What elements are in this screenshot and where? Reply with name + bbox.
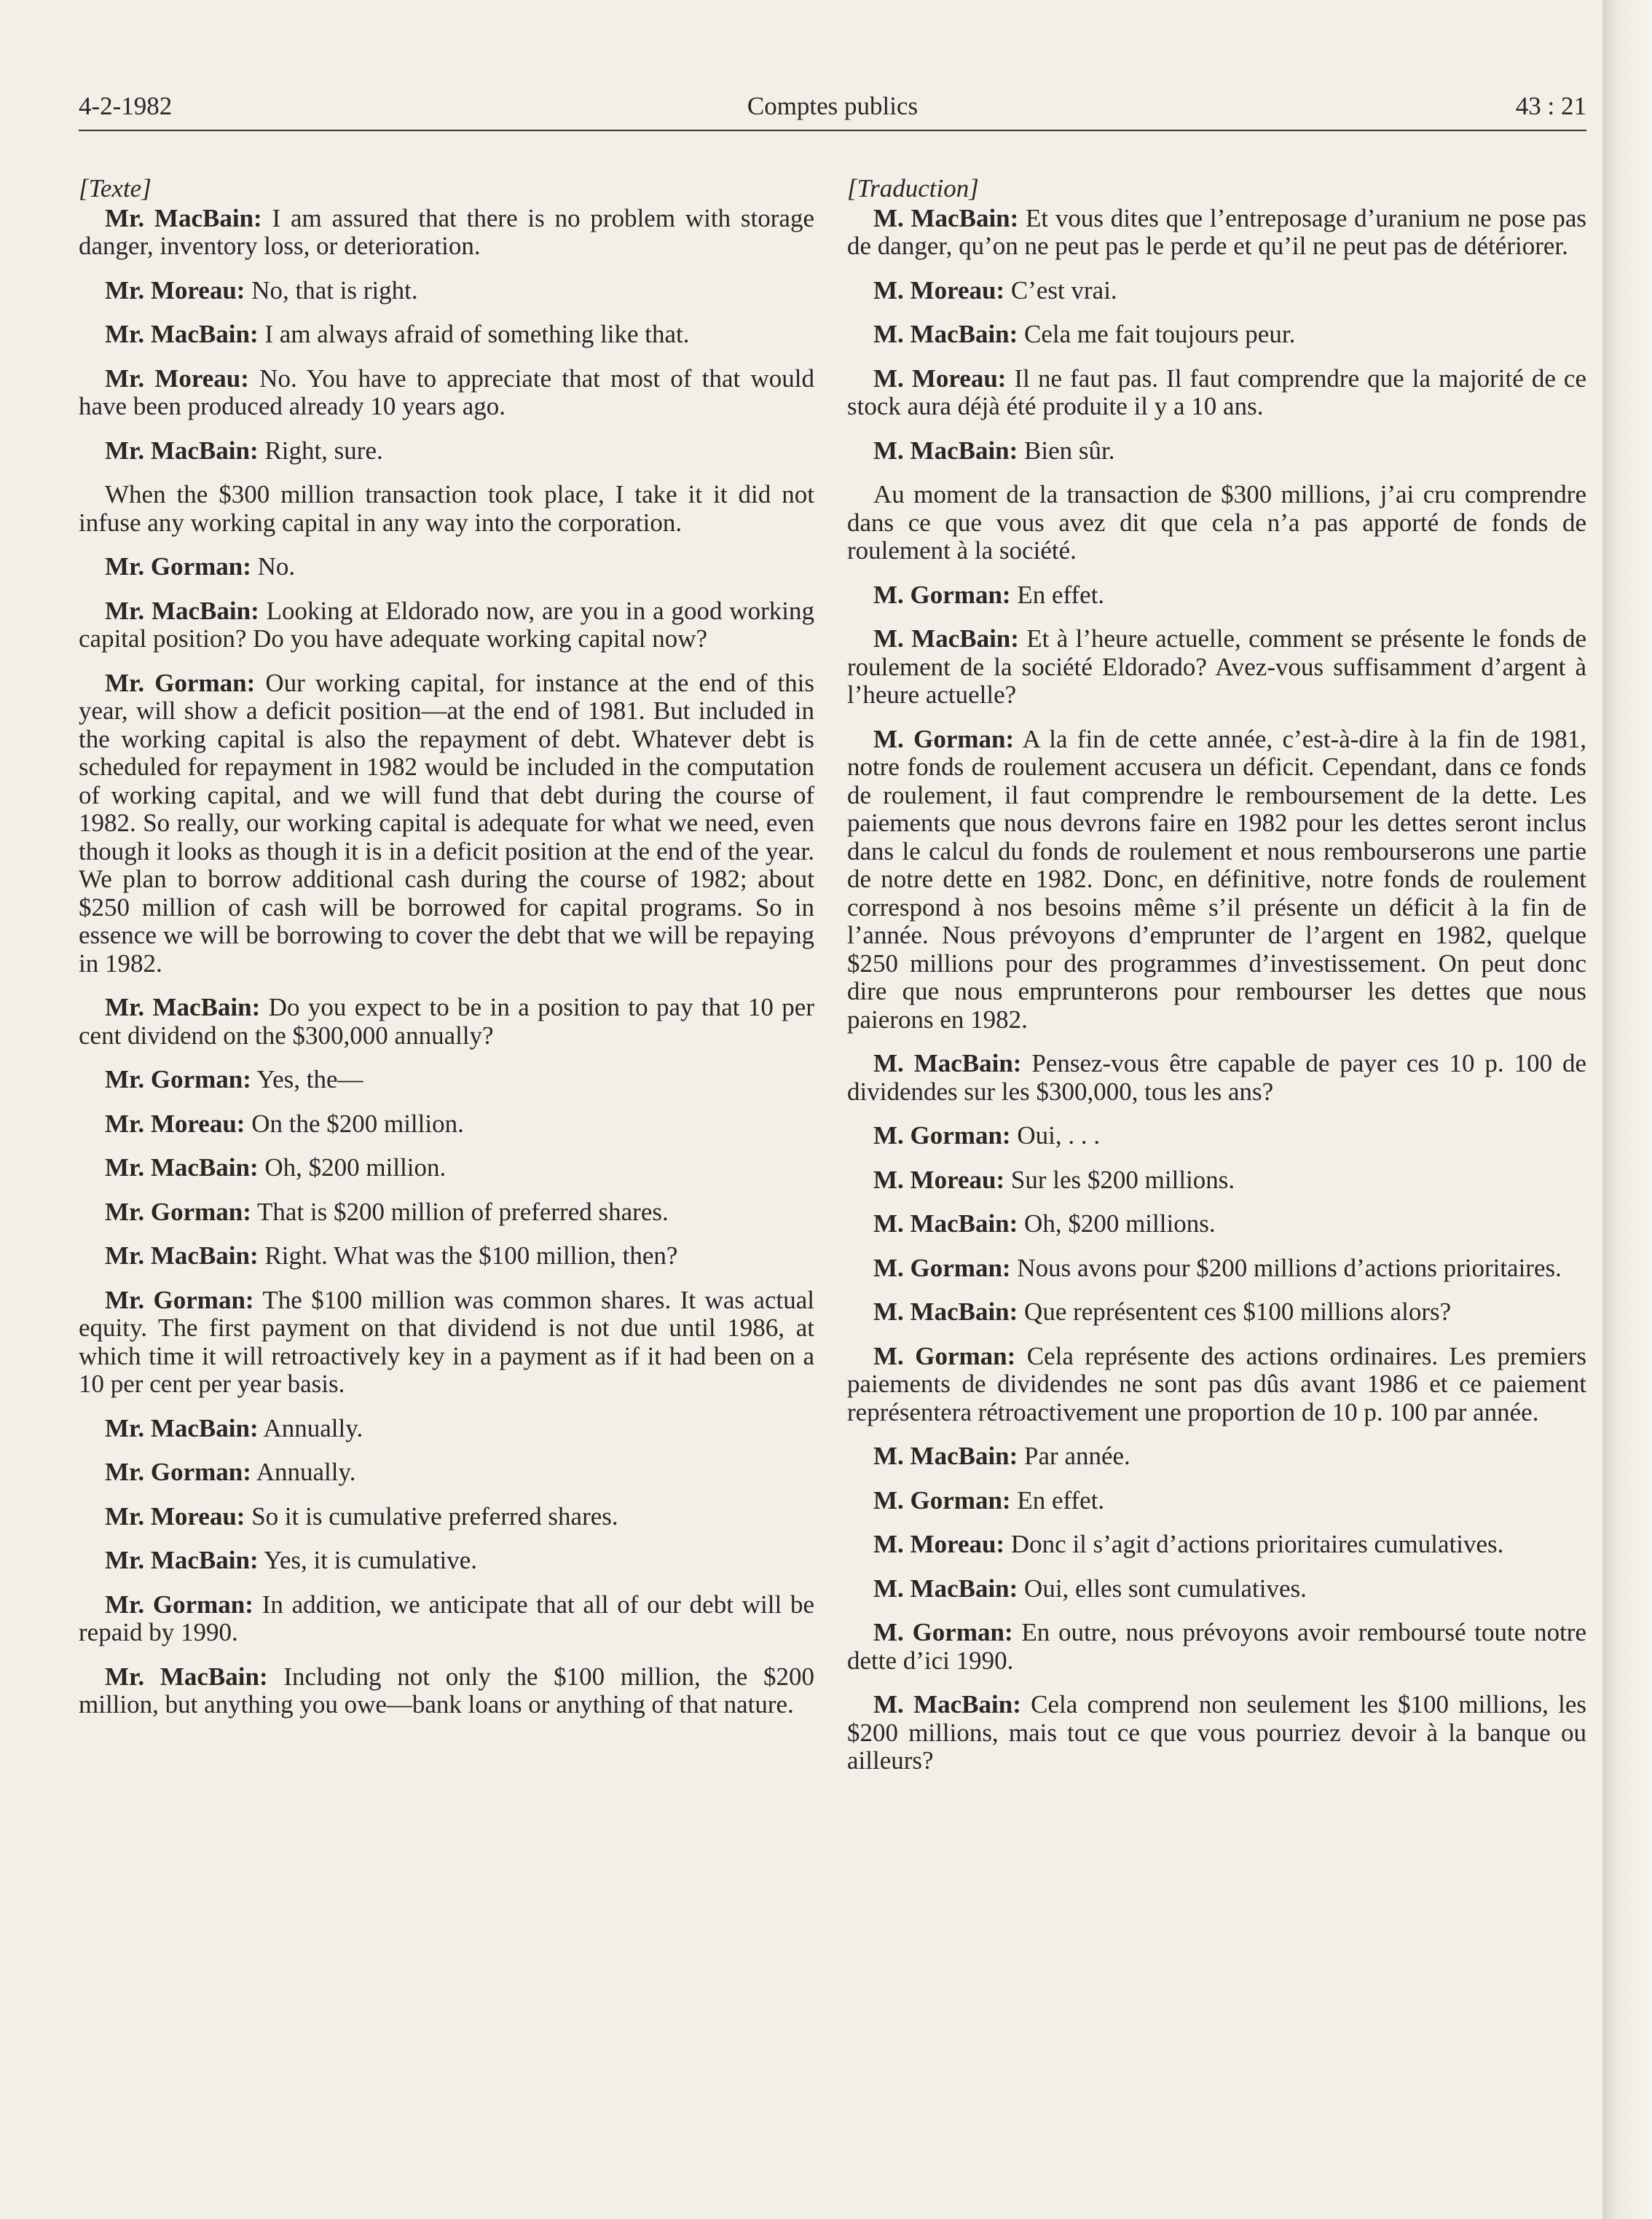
transcript-paragraph — [79, 1110, 814, 1139]
speaker-name: Mr. MacBain: — [105, 1241, 259, 1270]
transcript-paragraph — [847, 625, 1586, 710]
speech-text: I am always afraid of something like that. — [264, 320, 690, 348]
transcript-paragraph — [79, 553, 814, 581]
speech-text: The $100 million was common shares. It was actual equity. The first payment on that dividend is not due until 1986, at which time it will retroactively key in a payment as if it had been on a 10 per cent per year basis. — [79, 1285, 814, 1398]
speech-text: Pensez-vous être capable de payer ces 10 p. 100 de dividendes sur les $300,000, tous les ans? — [847, 1049, 1587, 1106]
transcript-paragraph — [847, 1487, 1586, 1515]
transcript-paragraph — [847, 1343, 1586, 1427]
speaker-name: M. MacBain: — [873, 1297, 1018, 1326]
speech-text: No. You have to appreciate that most of that would have been produced already 10 years ago. — [79, 364, 815, 420]
speaker-name: Mr. Moreau: — [105, 364, 249, 393]
transcript-paragraph — [79, 669, 814, 978]
transcript-paragraph — [79, 1287, 814, 1399]
speaker-name: Mr. Moreau: — [105, 1501, 245, 1531]
speaker-name: M. Gorman: — [873, 1485, 1011, 1515]
speech-text: Annually. — [256, 1458, 356, 1486]
speech-text: Right, sure. — [264, 436, 383, 465]
speaker-name: M. Gorman: — [873, 580, 1011, 609]
page-edge-shadow — [1602, 0, 1652, 2219]
speech-text: Nous avons pour $200 millions d’actions prioritaires. — [1017, 1253, 1562, 1282]
speech-text: So it is cumulative preferred shares. — [251, 1501, 618, 1531]
speech-text: Our working capital, for instance at the end of this year, will show a deficit position—at the end of 1981. But included in the working capital is also the repayment of debt. Whatever debt is scheduled for repayment in 1982 would be included in the computation of working capital, and we will fund that debt during the course of 1982. So really, our working capital is adequate for what we need, even though it looks as though it is in a deficit position at the end of the year. We plan to borrow additional cash during the course of 1982; about $250 million of cash will be borrowed for capital programs. So in essence we will be borrowing to cover the debt that we will be repaying in 1982. — [79, 668, 814, 978]
transcript-paragraph — [847, 1442, 1586, 1471]
transcript-paragraph — [847, 1166, 1586, 1195]
header-title: Comptes publics — [747, 92, 919, 120]
speech-text: Et vous dites que l’entreposage d’uranium ne pose pas de danger, qu’on ne peut pas le perde et qu’il ne peut pas de détériorer. — [847, 203, 1587, 260]
header-date: 4-2-1982 — [79, 92, 173, 120]
transcript-paragraph — [79, 597, 814, 653]
speech-text: When the $300 million transaction took place, I take it it did not infuse any working capital in any way into the corporation. — [79, 480, 814, 537]
speech-text: Oui, . . . — [1017, 1121, 1101, 1150]
speaker-name: Mr. MacBain: — [105, 436, 259, 465]
french-column — [847, 175, 1586, 1791]
speaker-name: Mr. MacBain: — [105, 1546, 259, 1574]
speech-text: Looking at Eldorado now, are you in a good working capital position? Do you have adequate working capital now? — [79, 596, 814, 653]
speech-text: Yes, it is cumulative. — [264, 1546, 478, 1574]
speech-text: En effet. — [1017, 1485, 1105, 1515]
speech-text: C’est vrai. — [1010, 275, 1117, 305]
transcript-paragraph — [847, 1575, 1586, 1603]
speech-text: Right. What was the $100 million, then? — [264, 1241, 678, 1270]
speaker-name: M. Moreau: — [873, 1165, 1005, 1194]
transcript-paragraph — [847, 1210, 1586, 1238]
transcript-paragraph — [79, 994, 814, 1050]
transcript-paragraph — [847, 1691, 1586, 1775]
speaker-name: M. MacBain: — [873, 203, 1019, 232]
transcript-paragraph — [79, 481, 814, 537]
speech-text: Cela comprend non seulement les $100 millions, les $200 millions, mais tout ce que vous pourriez devoir à la banque ou ailleurs? — [847, 1690, 1587, 1775]
transcript-paragraph — [79, 1503, 814, 1531]
speaker-name: Mr. MacBain: — [105, 320, 259, 348]
speech-text: Et à l’heure actuelle, comment se présente le fonds de roulement de la société Eldorado? Avez-vous suffisamment d’argent à l’heure actuelle? — [847, 624, 1587, 709]
transcript-paragraph — [847, 581, 1586, 610]
speaker-name: M. MacBain: — [873, 1049, 1022, 1077]
speaker-name: Mr. MacBain: — [105, 203, 262, 232]
page-header — [79, 86, 1586, 131]
speech-text: Cela représente des actions ordinaires. Les premiers paiements de dividendes ne sont pas dûs avant 1986 et ce paiement représentera rétroactivement une proportion de 10 p. 100 par année. — [847, 1341, 1586, 1426]
speaker-name: Mr. Gorman: — [105, 552, 251, 581]
speech-text: On the $200 million. — [251, 1109, 464, 1138]
transcript-paragraph — [79, 277, 814, 305]
speech-text: Yes, the— — [256, 1065, 363, 1093]
speaker-name: Mr. Gorman: — [105, 1458, 251, 1486]
transcript-paragraph — [79, 1663, 814, 1719]
speaker-name: M. Gorman: — [873, 1253, 1011, 1282]
french-language-label: [Traduction] — [847, 174, 979, 203]
speaker-name: M. Gorman: — [873, 1341, 1016, 1370]
speech-text: Oh, $200 millions. — [1024, 1209, 1216, 1238]
speaker-name: M. Gorman: — [873, 724, 1015, 753]
speaker-name: Mr. Moreau: — [105, 1109, 245, 1138]
speech-text: Annually. — [263, 1413, 363, 1442]
speaker-name: Mr. Moreau: — [105, 275, 245, 305]
speech-text: Oui, elles sont cumulatives. — [1024, 1574, 1307, 1603]
speech-text: No. — [257, 552, 296, 581]
speech-text: Including not only the $100 million, the $200 million, but anything you owe—bank loans or anything of that nature. — [79, 1662, 814, 1719]
transcript-paragraph — [847, 365, 1586, 421]
speech-text: Au moment de la transaction de $300 millions, j’ai cru comprendre dans ce que vous avez dit que cela n’a pas apporté de fonds de roulement à la société. — [847, 480, 1586, 565]
speaker-name: Mr. MacBain: — [105, 993, 261, 1021]
speaker-name: M. Gorman: — [873, 1618, 1013, 1646]
transcript-paragraph — [79, 437, 814, 466]
transcript-paragraph — [847, 1619, 1586, 1675]
speaker-name: M. MacBain: — [873, 624, 1019, 653]
speech-text: Oh, $200 million. — [264, 1153, 447, 1182]
speaker-name: Mr. Gorman: — [105, 1590, 253, 1619]
speaker-name: M. MacBain: — [873, 320, 1018, 348]
english-language-label: [Texte] — [79, 174, 152, 203]
speaker-name: Mr. MacBain: — [105, 1413, 259, 1442]
speaker-name: M. MacBain: — [873, 1209, 1018, 1238]
transcript-paragraph — [79, 1066, 814, 1094]
transcript-paragraph — [79, 1242, 814, 1270]
speech-text: Que représentent ces $100 millions alors? — [1024, 1297, 1452, 1326]
transcript-paragraph — [847, 277, 1586, 305]
speaker-name: Mr. Gorman: — [105, 668, 256, 697]
transcript-paragraph — [847, 1050, 1586, 1106]
speaker-name: Mr. Gorman: — [105, 1065, 251, 1093]
transcript-paragraph — [79, 1415, 814, 1443]
transcript-paragraph — [847, 321, 1586, 349]
transcript-paragraph — [847, 1298, 1586, 1327]
speech-text: Donc il s’agit d’actions prioritaires cumulatives. — [1010, 1530, 1504, 1558]
transcript-paragraph — [847, 437, 1586, 466]
transcript-paragraph — [79, 1458, 814, 1487]
speaker-name: Mr. MacBain: — [105, 1153, 259, 1182]
transcript-paragraph — [847, 1531, 1586, 1559]
speech-text: Cela me fait toujours peur. — [1024, 320, 1296, 348]
transcript-paragraph — [79, 1547, 814, 1575]
speech-text: En outre, nous prévoyons avoir remboursé toute notre dette d’ici 1990. — [847, 1618, 1586, 1675]
speech-text: That is $200 million of preferred shares. — [257, 1197, 669, 1226]
speech-text: In addition, we anticipate that all of our debt will be repaid by 1990. — [79, 1590, 814, 1646]
speech-text: Il ne faut pas. Il faut comprendre que la majorité de ce stock aura déjà été produite il y a 10 ans. — [847, 364, 1586, 420]
transcript-paragraph — [79, 365, 814, 421]
english-column — [79, 175, 814, 1735]
transcript-paragraph — [79, 1198, 814, 1227]
speaker-name: M. Moreau: — [873, 1530, 1005, 1558]
transcript-paragraph — [847, 205, 1586, 261]
speaker-name: Mr. Gorman: — [105, 1197, 251, 1226]
transcript-paragraph — [847, 1122, 1586, 1150]
speaker-name: M. MacBain: — [873, 1442, 1018, 1470]
transcript-paragraph — [847, 1254, 1586, 1283]
speech-text: No, that is right. — [251, 275, 418, 305]
transcript-paragraph — [847, 726, 1586, 1034]
transcript-paragraph — [79, 205, 814, 261]
speaker-name: M. Moreau: — [873, 275, 1005, 305]
speech-text: A la fin de cette année, c’est-à-dire à la fin de 1981, notre fonds de roulement accusera un déficit. Cependant, dans ce fonds de roulement, il faut comprendre le remboursement de la dette. Les paiements que nous devrons faire en 1982 pour les dettes seront inclus dans le calcul du fonds de roulement et nous rembourserons une partie de notre dette en 1982. Donc, en définitive, notre fonds de roulement correspond à nos besoins même s’il présente un déficit à la fin de l’année. Nous prévoyons d’emprunter de l’argent en 1982, quelque $250 millions pour des programmes d’investissement. On peut donc dire que nous emprunterons pour rembourser les dettes que nous paierons en 1982. — [847, 724, 1586, 1034]
transcript-paragraph — [79, 1154, 814, 1182]
speech-text: En effet. — [1017, 580, 1105, 609]
speaker-name: Mr. MacBain: — [105, 1662, 268, 1691]
speech-text: I am assured that there is no problem with storage danger, inventory loss, or deterioration. — [79, 203, 814, 260]
speech-text: Bien sûr. — [1024, 436, 1115, 465]
speaker-name: Mr. Gorman: — [105, 1285, 254, 1314]
speech-text: Sur les $200 millions. — [1010, 1165, 1235, 1194]
speaker-name: M. Moreau: — [873, 364, 1007, 393]
speaker-name: M. MacBain: — [873, 1690, 1021, 1719]
transcript-paragraph — [847, 481, 1586, 565]
speaker-name: M. MacBain: — [873, 1574, 1018, 1603]
transcript-paragraph — [79, 321, 814, 349]
header-page-number: 43 : 21 — [1515, 92, 1586, 120]
speaker-name: Mr. MacBain: — [105, 596, 259, 625]
speaker-name: M. Gorman: — [873, 1121, 1011, 1150]
speaker-name: M. MacBain: — [873, 436, 1018, 465]
transcript-paragraph — [79, 1591, 814, 1647]
speech-text: Par année. — [1024, 1442, 1130, 1470]
speech-text: Do you expect to be in a position to pay that 10 per cent dividend on the $300,000 annually? — [79, 993, 814, 1050]
